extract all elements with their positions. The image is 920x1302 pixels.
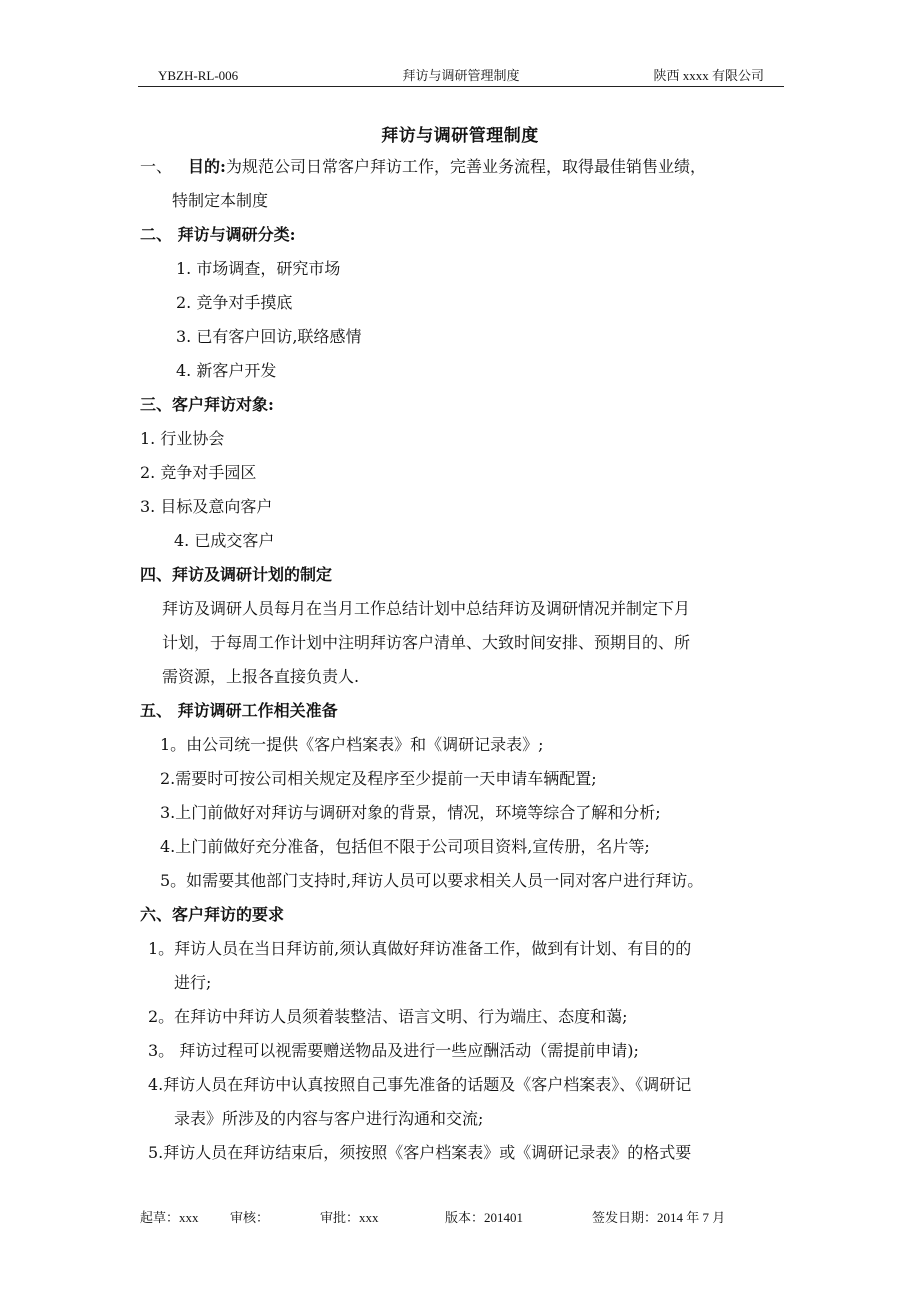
list-item: 1。拜访人员在当日拜访前,须认真做好拜访准备工作，做到有计划、有目的的	[148, 939, 692, 958]
list-item: 2.需要时可按公司相关规定及程序至少提前一天申请车辆配置;	[160, 769, 597, 788]
list-item: 3. 已有客户回访,联络感情	[176, 327, 362, 346]
section-2-heading: 二、 拜访与调研分类:	[140, 225, 296, 244]
section-1-line	[140, 150, 790, 184]
section-1-label: 目的:	[188, 157, 226, 176]
list-item: 4. 新客户开发	[176, 361, 277, 380]
header-doc-title: 拜访与调研管理制度	[402, 68, 520, 83]
section-1-text: 为规范公司日常客户拜访工作，完善业务流程，取得最佳销售业绩，	[225, 157, 706, 176]
list-item: 1. 行业协会	[140, 429, 225, 448]
list-item: 2. 竞争对手摸底	[176, 293, 293, 312]
section-5-heading: 五、 拜访调研工作相关准备	[140, 701, 338, 720]
list-item: 4.上门前做好充分准备，包括但不限于公司项目资料,宣传册，名片等;	[160, 837, 650, 856]
list-item: 4.拜访人员在拜访中认真按照自己事先准备的话题及《客户档案表》、《调研记	[148, 1075, 692, 1094]
section-1-line-2: 特制定本制度	[172, 191, 269, 210]
list-item: 1. 市场调查，研究市场	[176, 259, 341, 278]
list-item-continued: 进行;	[174, 973, 212, 992]
paragraph-line: 需资源，上报各直接负责人.	[162, 667, 360, 686]
paragraph-line: 拜访及调研人员每月在当月工作总结计划中总结拜访及调研情况并制定下月	[162, 599, 691, 618]
list-item: 5.拜访人员在拜访结束后，须按照《客户档案表》或《调研记录表》的格式要	[148, 1143, 692, 1162]
list-item: 4. 已成交客户	[174, 531, 275, 550]
document-title: 拜访与调研管理制度	[381, 126, 539, 146]
page-footer	[0, 1207, 920, 1227]
list-item: 2. 竞争对手园区	[140, 463, 257, 482]
section-6-heading: 六、客户拜访的要求	[140, 905, 285, 924]
paragraph-line: 计划，于每周工作计划中注明拜访客户清单、大致时间安排、预期目的、所	[162, 633, 691, 652]
list-item: 1。由公司统一提供《客户档案表》和《调研记录表》;	[160, 735, 544, 754]
footer-version: 版本：201401	[445, 1210, 524, 1225]
document-body	[140, 150, 790, 1170]
company-name: 陕西 xxxx 有限公司	[653, 68, 764, 83]
footer-approve: 审批：xxx	[320, 1210, 379, 1225]
list-item: 3。 拜访过程可以视需要赠送物品及进行一些应酬活动（需提前申请);	[148, 1041, 639, 1060]
list-item: 5。如需要其他部门支持时,拜访人员可以要求相关人员一同对客户进行拜访。	[160, 871, 704, 890]
footer-review: 审核：	[230, 1210, 270, 1225]
section-3-heading: 三、客户拜访对象:	[140, 395, 274, 414]
list-item-continued: 录表》所涉及的内容与客户进行沟通和交流;	[174, 1109, 484, 1128]
footer-issue-date: 签发日期：2014 年 7 月	[592, 1210, 726, 1225]
footer-draft: 起草：xxx	[140, 1210, 199, 1225]
section-1-number: 一、	[140, 157, 173, 176]
section-4-heading: 四、拜访及调研计划的制定	[140, 565, 333, 584]
list-item: 2。在拜访中拜访人员须着装整洁、语言文明、行为端庄、态度和蔼;	[148, 1007, 628, 1026]
page-header	[138, 64, 784, 87]
list-item: 3.上门前做好对拜访与调研对象的背景，情况，环境等综合了解和分析;	[160, 803, 661, 822]
list-item: 3. 目标及意向客户	[140, 497, 273, 516]
doc-code: YBZH-RL-006	[158, 68, 239, 83]
